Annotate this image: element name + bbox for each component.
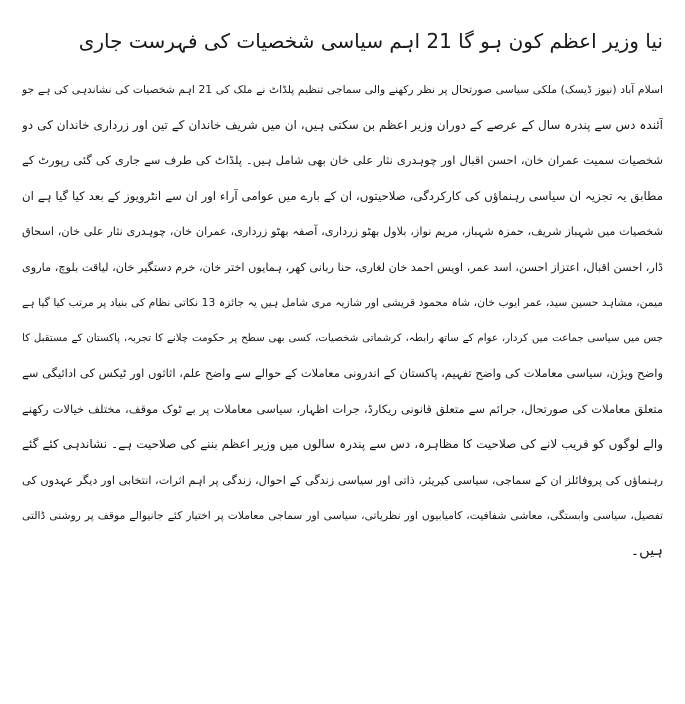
body-line: آئندہ دس سے پندرہ سال کے عرصے کے دوران وزیر اعظم بن سکتی ہیں، ان میں شریف خاندان کے تین اور زرداری خاندان کی دو — [22, 117, 663, 132]
body-line: متعلق معاملات کی صورتحال، جرائم سے متعلق قانونی ریکارڈ، جرات اظہار، سیاسی معاملات پر بے ٹوک موقف، مختلف خیالات رکھنے — [22, 401, 663, 416]
body-line: رہنماؤں کی پروفائلز ان کے سماجی، سیاسی کیریئر، ذاتی اور سیاسی زندگی کے احوال، زندگی پر اہم اثرات، انتخابی اور دیگر عہدوں کی — [22, 473, 663, 487]
body-line: شخصیات سمیت عمران خان، احسن اقبال اور چوہدری نثار علی خان بھی شامل ہیں۔ پلڈاٹ کی طرف سے جاری کی گئی رپورٹ کے — [22, 153, 663, 167]
body-line: میمن، مشاہد حسین سید، عمر ایوب خان، شاہ محمود قریشی اور شازیہ مری شامل ہیں یہ جائزہ 13 نکاتی نظام کی بنیاد پر مرتب کیا گیا ہے — [22, 296, 663, 309]
body-line-final: ہیں۔ — [630, 542, 663, 559]
body-line: ڈار، احسن اقبال، اعتزاز احسن، اسد عمر، اویس احمد خان لغاری، حنا ربانی کھر، ہمایوں اختر خان، خرم دستگیر خان، لیاقت بلوچ، ماروی — [22, 260, 663, 274]
body-line: شخصیات میں شہباز شریف، حمزہ شہباز، مریم نواز، بلاول بھٹو زرداری، آصفہ بھٹو زرداری، عمران خان، چوہدری نثار علی خان، اسحاق — [22, 225, 663, 238]
article-body — [22, 72, 663, 569]
body-line: تفصیل، سیاسی وابستگی، معاشی شفافیت، کامیابیوں اور نظریاتی، سیاسی اور سماجی معاملات پر اختیار کئے جانیوالے موقف پر روشنی ڈالتی — [22, 509, 663, 522]
body-line: جس میں سیاسی جماعت میں کردار، عوام کے ساتھ رابطہ، کرشماتی شخصیات، کسی بھی سطح پر حکومت چلانے کا تجربہ، پاکستان کے مستقبل کا — [22, 331, 663, 344]
body-line: واضح ویژن، سیاسی معاملات کی واضح تفہیم، پاکستان کے اندرونی معاملات کے حوالے سے واضح علم، اثاثوں اور ٹیکس کی ادائیگی سے — [22, 366, 663, 380]
article-headline: نیا وزیر اعظم کون ہو گا 21 اہم سیاسی شخصیات کی فہرست جاری — [78, 29, 663, 53]
body-line: والے لوگوں کو قریب لانے کی صلاحیت کا مظاہرہ، دس سے پندرہ سالوں میں وزیر اعظم بننے کی صلاحیت ہے۔ نشاندہی کئے گئے — [22, 437, 663, 451]
news-article — [22, 26, 663, 569]
body-line: مطابق یہ تجزیہ ان سیاسی رہنماؤں کی کارکردگی، صلاحیتوں، ان کے بارے میں عوامی آراء اور ان سے انٹرویوز کے بعد کیا گیا ہے ان — [22, 188, 663, 203]
body-line: اسلام آباد (نیوز ڈیسک) ملکی سیاسی صورتحال پر نظر رکھنے والی سماجی تنظیم پلڈاٹ نے ملک کی 21 اہم شخصیات کی نشاندہی کی ہے جو — [22, 83, 663, 96]
